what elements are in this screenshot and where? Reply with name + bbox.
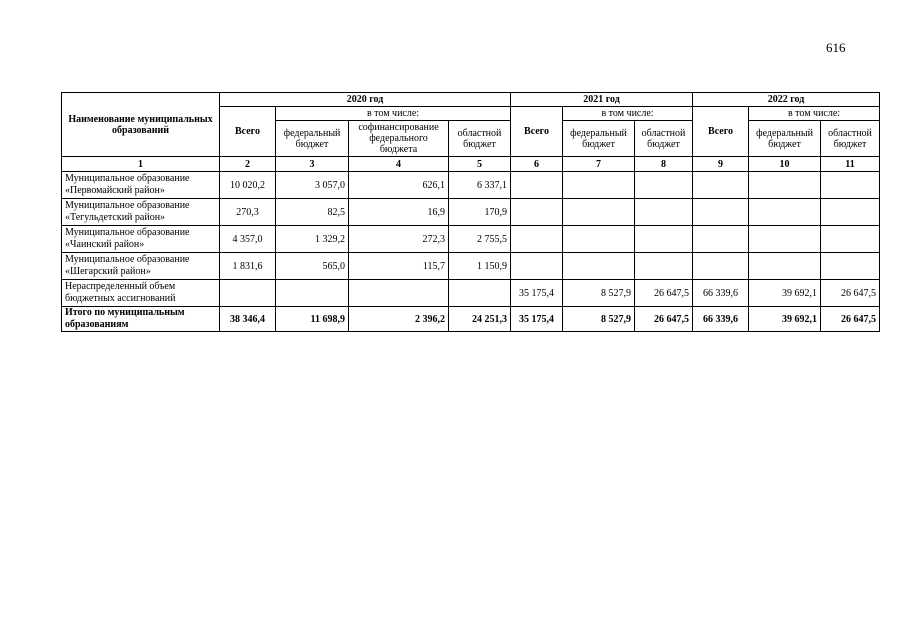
cell — [693, 226, 749, 253]
row-name: Муниципальное образование «Тегульдетский район» — [62, 199, 220, 226]
cell: 8 527,9 — [563, 280, 635, 307]
cell: 1 150,9 — [449, 253, 511, 280]
cell — [821, 199, 880, 226]
total-cell: 66 339,6 — [693, 307, 749, 332]
column-number: 5 — [449, 157, 511, 172]
cell — [449, 280, 511, 307]
cell — [821, 253, 880, 280]
cell: 10 020,2 — [220, 172, 276, 199]
cell: 170,9 — [449, 199, 511, 226]
column-number: 1 — [62, 157, 220, 172]
cell: 4 357,0 — [220, 226, 276, 253]
cell: 272,3 — [349, 226, 449, 253]
row-name: Муниципальное образование «Чаинский район» — [62, 226, 220, 253]
header-regional-2022: областной бюджет — [821, 121, 880, 157]
header-name-column: Наименование муниципальных образований — [62, 93, 220, 157]
header-year-2021: 2021 год — [511, 93, 693, 107]
total-cell: 2 396,2 — [349, 307, 449, 332]
cell — [563, 172, 635, 199]
header-federal-2020: федеральный бюджет — [276, 121, 349, 157]
header-incl-2021: в том числе: — [563, 107, 693, 121]
cell: 565,0 — [276, 253, 349, 280]
cell: 82,5 — [276, 199, 349, 226]
row-name: Муниципальное образование «Шегарский район» — [62, 253, 220, 280]
total-row — [62, 307, 880, 332]
cell — [635, 226, 693, 253]
header-year-2022: 2022 год — [693, 93, 880, 107]
cell — [276, 280, 349, 307]
row-name: Муниципальное образование «Первомайский район» — [62, 172, 220, 199]
column-number: 11 — [821, 157, 880, 172]
total-cell: 26 647,5 — [821, 307, 880, 332]
cell: 26 647,5 — [821, 280, 880, 307]
total-cell: 11 698,9 — [276, 307, 349, 332]
cell: 66 339,6 — [693, 280, 749, 307]
header-total-2021: Всего — [511, 107, 563, 157]
table-row — [62, 280, 880, 307]
cell: 6 337,1 — [449, 172, 511, 199]
header-year-2020: 2020 год — [220, 93, 511, 107]
cell — [821, 226, 880, 253]
cell: 270,3 — [220, 199, 276, 226]
cell — [563, 226, 635, 253]
cell — [220, 280, 276, 307]
cell — [563, 253, 635, 280]
cell: 115,7 — [349, 253, 449, 280]
row-name: Нераспределенный объем бюджетных ассигнований — [62, 280, 220, 307]
cell — [563, 199, 635, 226]
table-row — [62, 199, 880, 226]
cell: 3 057,0 — [276, 172, 349, 199]
cell — [821, 172, 880, 199]
total-cell: 26 647,5 — [635, 307, 693, 332]
cell: 16,9 — [349, 199, 449, 226]
header-regional-2021: областной бюджет — [635, 121, 693, 157]
header-total-2022: Всего — [693, 107, 749, 157]
header-federal-2021: федеральный бюджет — [563, 121, 635, 157]
column-number: 2 — [220, 157, 276, 172]
column-number: 10 — [749, 157, 821, 172]
total-cell: 8 527,9 — [563, 307, 635, 332]
cell — [511, 253, 563, 280]
cell — [349, 280, 449, 307]
cell — [749, 226, 821, 253]
cell — [635, 172, 693, 199]
total-cell: 35 175,4 — [511, 307, 563, 332]
cell: 2 755,5 — [449, 226, 511, 253]
cell — [635, 253, 693, 280]
cell: 1 831,6 — [220, 253, 276, 280]
cell — [693, 199, 749, 226]
cell — [749, 199, 821, 226]
column-number: 6 — [511, 157, 563, 172]
header-regional-2020: областной бюджет — [449, 121, 511, 157]
cell: 26 647,5 — [635, 280, 693, 307]
total-cell: 38 346,4 — [220, 307, 276, 332]
cell: 35 175,4 — [511, 280, 563, 307]
cell — [749, 253, 821, 280]
total-row-name: Итого по муниципальным образованиям — [62, 307, 220, 332]
column-number: 4 — [349, 157, 449, 172]
header-incl-2022: в том числе: — [749, 107, 880, 121]
cell — [511, 172, 563, 199]
total-cell: 39 692,1 — [749, 307, 821, 332]
cell: 626,1 — [349, 172, 449, 199]
cell: 1 329,2 — [276, 226, 349, 253]
column-number: 3 — [276, 157, 349, 172]
column-number: 9 — [693, 157, 749, 172]
cell: 39 692,1 — [749, 280, 821, 307]
cell — [749, 172, 821, 199]
page-number: 616 — [826, 40, 846, 55]
cell — [635, 199, 693, 226]
total-cell: 24 251,3 — [449, 307, 511, 332]
cell — [693, 172, 749, 199]
table-row — [62, 253, 880, 280]
budget-table — [61, 92, 880, 332]
header-federal-2022: федеральный бюджет — [749, 121, 821, 157]
header-total-2020: Всего — [220, 107, 276, 157]
cell — [511, 199, 563, 226]
header-cofin-2020: софинансирование федерального бюджета — [349, 121, 449, 157]
header-incl-2020: в том числе: — [276, 107, 511, 121]
table-row — [62, 172, 880, 199]
cell — [693, 253, 749, 280]
cell — [511, 226, 563, 253]
column-number: 8 — [635, 157, 693, 172]
column-number: 7 — [563, 157, 635, 172]
table-row — [62, 226, 880, 253]
